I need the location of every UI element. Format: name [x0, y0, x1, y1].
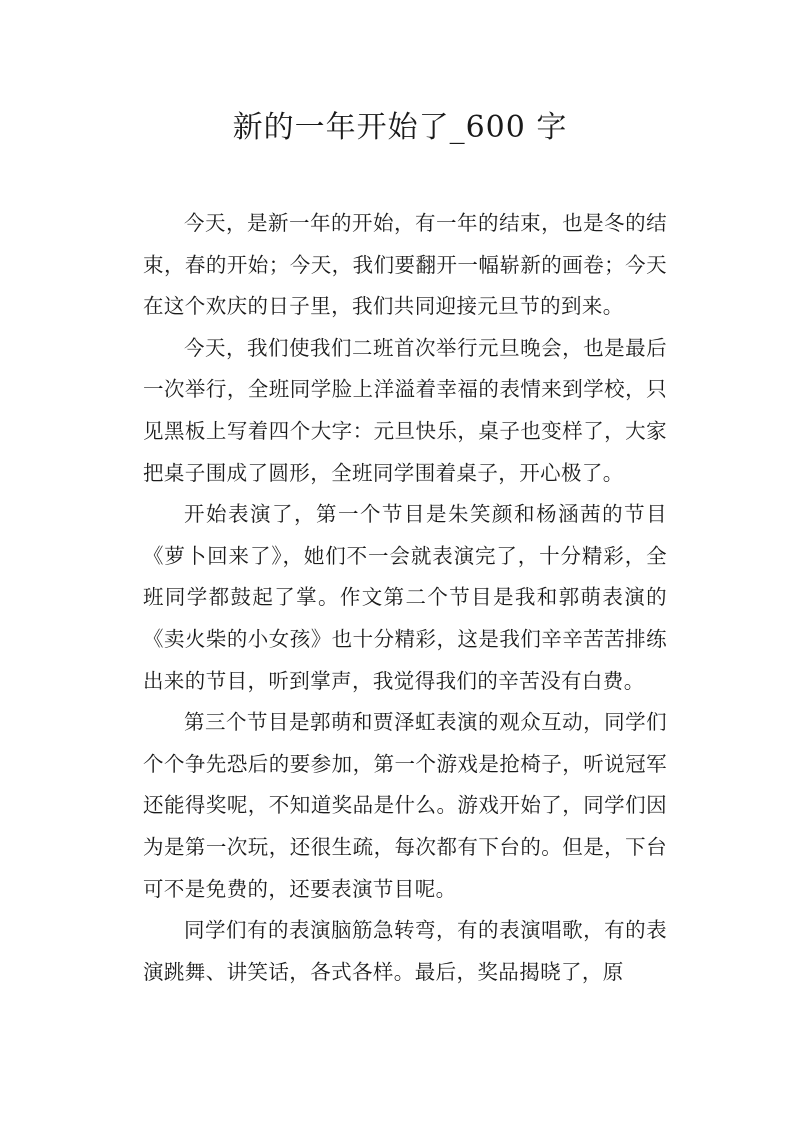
paragraph-1: 今天，是新一年的开始，有一年的结束，也是冬的结束，春的开始；今天，我们要翻开一幅崭新的画卷；今天在这个欢庆的日子里，我们共同迎接元旦节的到来。 [143, 211, 667, 319]
paragraph-3: 开始表演了，第一个节目是朱笑颜和杨涵茜的节目《萝卜回来了》，她们不一会就表演完了，十分精彩，全班同学都鼓起了掌。作文第二个节目是我和郭萌表演的《卖火柴的小女孩》也十分精彩，这是我们辛辛苦苦排练出来的节目，听到掌声，我觉得我们的辛苦没有白费。 [143, 502, 667, 693]
paragraph-2: 今天，我们使我们二班首次举行元旦晚会，也是最后一次举行，全班同学脸上洋溢着幸福的表情来到学校，只见黑板上写着四个大字：元旦快乐，桌子也变样了，大家把桌子围成了圆形，全班同学围着桌子，开心极了。 [143, 335, 667, 485]
document-title: 新的一年开始了_600 字 [232, 110, 568, 145]
document-body [143, 203, 667, 993]
paragraph-4: 第三个节目是郭萌和贾泽虹表演的观众互动，同学们个个争先恐后的要参加，第一个游戏是抢椅子，听说冠军还能得奖呢，不知道奖品是什么。游戏开始了，同学们因为是第一次玩，还很生疏，每次都有下台的。但是，下台可不是免费的，还要表演节目呢。 [143, 710, 667, 901]
paragraph-5: 同学们有的表演脑筋急转弯，有的表演唱歌，有的表演跳舞、讲笑话，各式各样。最后，奖品揭晓了，原 [143, 918, 667, 984]
